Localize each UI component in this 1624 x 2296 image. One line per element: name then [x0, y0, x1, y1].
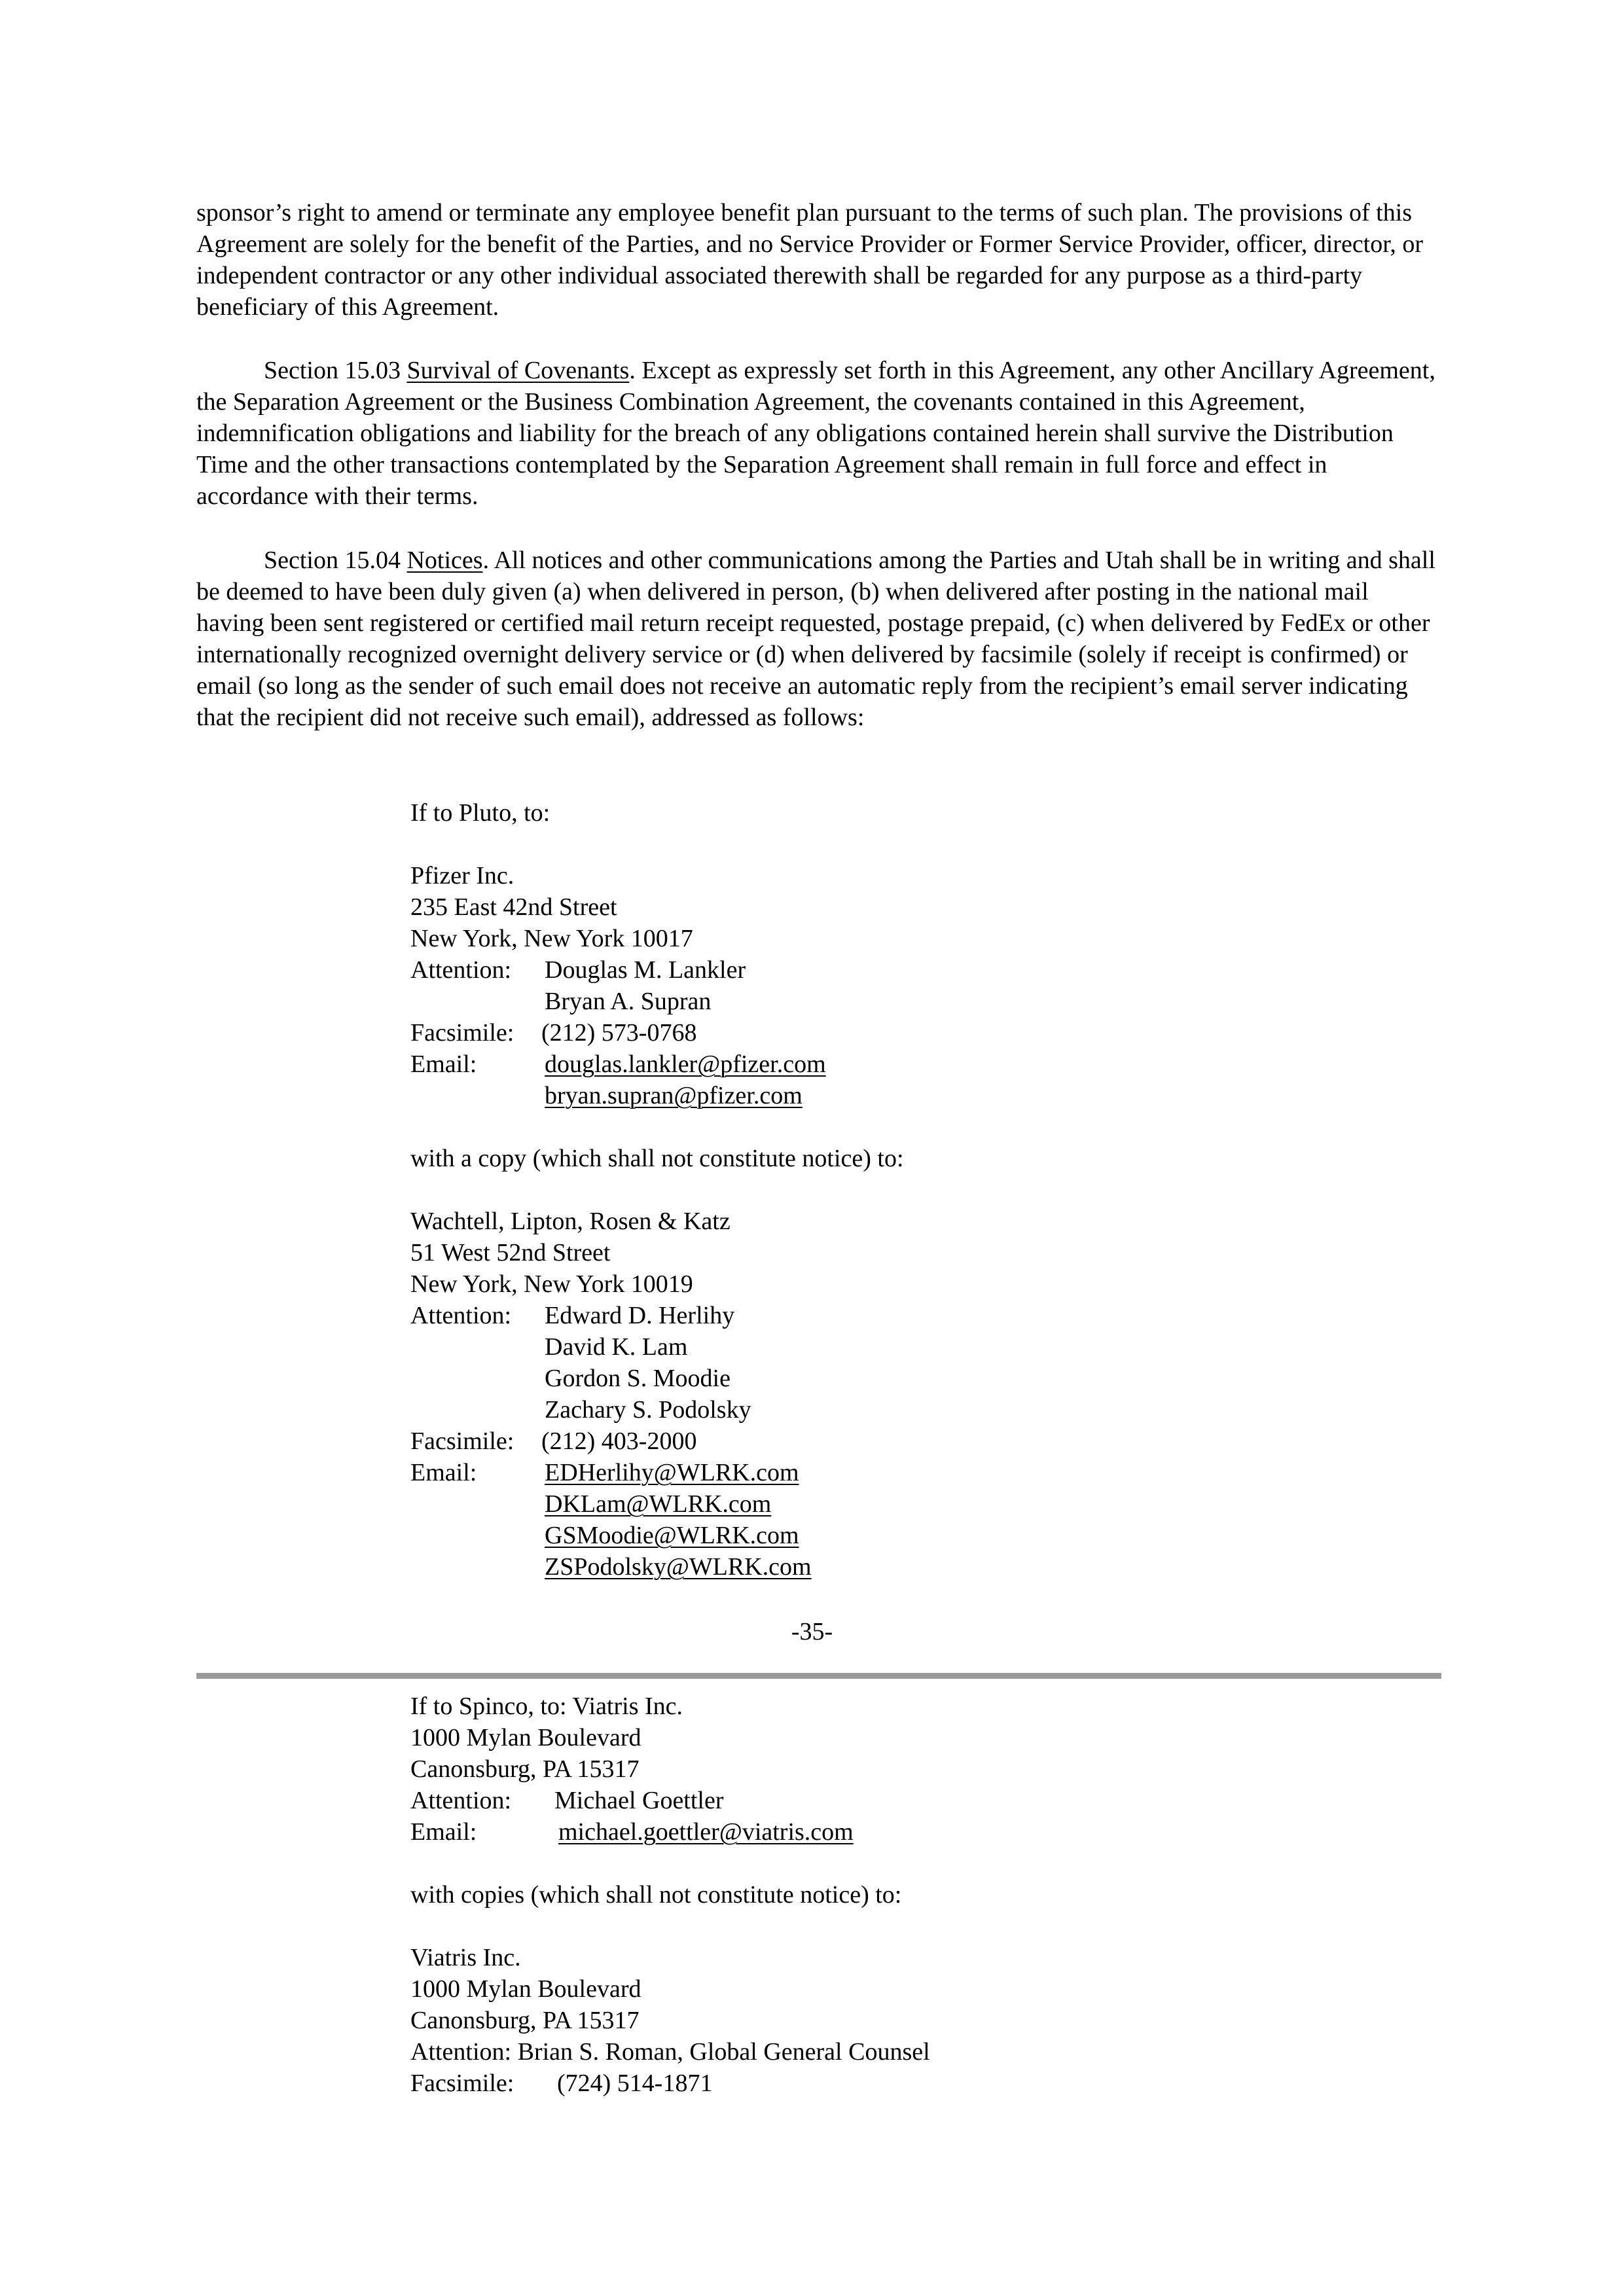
pluto-intro: If to Pluto, to:	[410, 799, 550, 827]
email-link[interactable]: michael.goettler@viatris.com	[558, 1818, 854, 1846]
copy-street: 1000 Mylan Boulevard	[410, 1975, 641, 2003]
section-title: Survival of Covenants	[406, 357, 630, 384]
copy-firm: Wachtell, Lipton, Rosen & Katz	[410, 1208, 731, 1235]
section-number: Section 15.04	[264, 547, 401, 574]
facsimile-label: Facsimile:	[410, 2070, 514, 2097]
section-body: . Except as expressly set forth in this Agreement, any other Ancillary Agreement, the Separation Agreement or the Business Combination Agreement, the covenants contained in this Agreement, indemnification obligations and liability for the breach of any obligations contained herein shall survive the Distribution Time and the other transactions contemplated by the Separation Agreement shall remain in full force and effect in accordance with their terms.	[196, 357, 1435, 510]
email-link[interactable]: douglas.lankler@pfizer.com	[545, 1050, 826, 1078]
pluto-street: 235 East 42nd Street	[410, 893, 617, 921]
section-15-03	[196, 355, 1440, 512]
email-label: Email:	[410, 1818, 477, 1846]
section-body: . All notices and other communications among the Parties and Utah shall be in writing and shall be deemed to have been duly given (a) when delivered in person, (b) when delivered after posting in the national mail having been sent registered or certified mail return receipt requested, postage prepaid, (c) when delivered by FedEx or other internationally recognized overnight delivery service or (d) when delivered by facsimile (solely if receipt is confirmed) or email (so long as the sender of such email does not receive an automatic reply from the recipient’s email server indicating that the recipient did not receive such email), addressed as follows:	[196, 547, 1435, 731]
facsimile-number: (212) 573-0768	[541, 1019, 697, 1047]
pluto-city: New York, New York 10017	[410, 925, 693, 952]
spinco-intro: If to Spinco, to: Viatris Inc.	[410, 1693, 683, 1720]
section-number: Section 15.03	[264, 357, 401, 384]
attention-label: Attention:	[410, 1302, 512, 1329]
copy-company: Viatris Inc.	[410, 1944, 521, 1971]
page-number: -35-	[791, 1618, 833, 1645]
email-link[interactable]: EDHerlihy@WLRK.com	[545, 1459, 799, 1486]
paragraph-continuation: sponsor’s right to amend or terminate any employee benefit plan pursuant to the terms of such plan. The provisions of this Agreement are solely for the benefit of the Parties, and no Service Provider or Former Service Provider, officer, director, or independent contractor or any other individual associated therewith shall be regarded for any purpose as a third-party beneficiary of this Agreement.	[196, 199, 1424, 321]
copy-intro: with copies (which shall not constitute notice) to:	[410, 1881, 902, 1909]
attention-name: Gordon S. Moodie	[545, 1365, 731, 1392]
spinco-city: Canonsburg, PA 15317	[410, 1755, 640, 1783]
facsimile-label: Facsimile:	[410, 1019, 514, 1047]
attention-name: David K. Lam	[545, 1333, 688, 1361]
pluto-company: Pfizer Inc.	[410, 862, 514, 889]
attention-name: Edward D. Herlihy	[545, 1302, 735, 1329]
attention-label: Attention:	[410, 1787, 512, 1814]
copy-intro: with a copy (which shall not constitute notice) to:	[410, 1145, 904, 1172]
attention-name: Zachary S. Podolsky	[545, 1396, 751, 1424]
email-label: Email:	[410, 1459, 477, 1486]
section-15-04	[196, 545, 1440, 733]
section-title: Notices	[406, 547, 483, 574]
copy-attention: Attention: Brian S. Roman, Global General Counsel	[410, 2038, 930, 2066]
email-link[interactable]: GSMoodie@WLRK.com	[545, 1522, 799, 1549]
email-link[interactable]: bryan.supran@pfizer.com	[545, 1082, 803, 1109]
email-label: Email:	[410, 1050, 477, 1078]
copy-street: 51 West 52nd Street	[410, 1239, 611, 1266]
facsimile-number: (212) 403-2000	[541, 1427, 697, 1455]
facsimile-number: (724) 514-1871	[557, 2070, 713, 2097]
email-link[interactable]: ZSPodolsky@WLRK.com	[545, 1553, 812, 1581]
spinco-street: 1000 Mylan Boulevard	[410, 1724, 641, 1751]
facsimile-label: Facsimile:	[410, 1427, 514, 1455]
attention-name: Douglas M. Lankler	[545, 956, 746, 984]
attention-name: Michael Goettler	[554, 1787, 724, 1814]
copy-city: New York, New York 10019	[410, 1270, 693, 1298]
attention-label: Attention:	[410, 956, 512, 984]
attention-name: Bryan A. Supran	[545, 988, 712, 1015]
email-link[interactable]: DKLam@WLRK.com	[545, 1490, 772, 1518]
page-divider	[196, 1673, 1441, 1679]
copy-city: Canonsburg, PA 15317	[410, 2007, 640, 2034]
